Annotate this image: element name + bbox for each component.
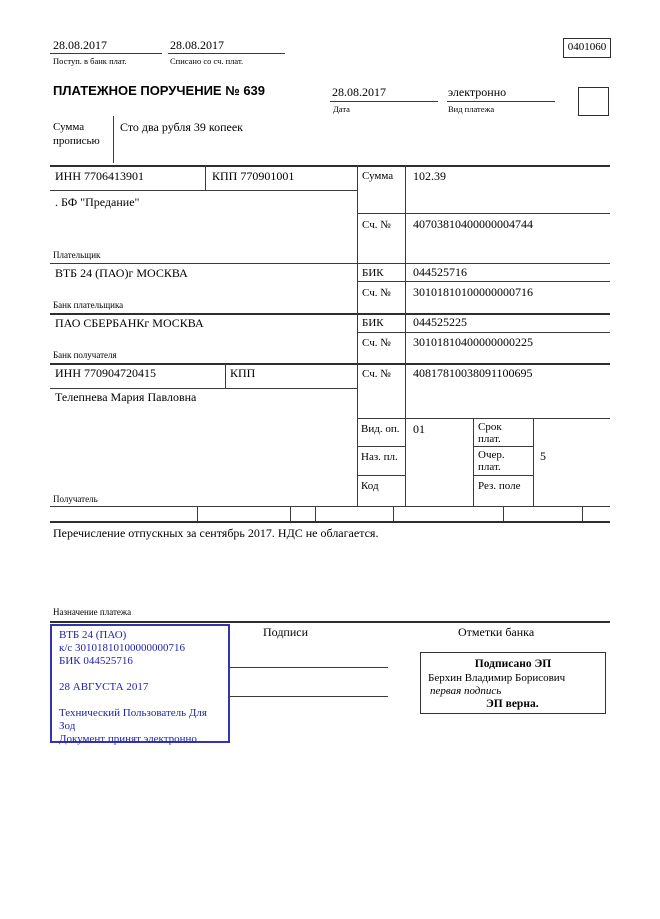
payment-kind-value: электронно xyxy=(448,85,507,99)
srok-plat-label-2: плат. xyxy=(478,433,501,445)
debited-date: 28.08.2017 xyxy=(170,38,224,52)
grid-line xyxy=(357,165,358,506)
stamp-line: Технический Пользователь Для xyxy=(59,707,207,719)
vid-op-label: Вид. оп. xyxy=(361,423,400,435)
grid-line xyxy=(50,521,610,523)
payer-bank-section-label: Банк плательщика xyxy=(53,300,124,310)
payee-account-label: Сч. № xyxy=(362,368,391,380)
amount-words-value: Сто два рубля 39 копеек xyxy=(120,120,243,134)
stamp-line xyxy=(59,668,228,681)
stamp-line: к/с 30101810100000000716 xyxy=(59,642,186,654)
payee-bank-name: ПАО СБЕРБАНКг МОСКВА xyxy=(55,316,204,330)
grid-line xyxy=(357,213,610,214)
form-code-box xyxy=(563,38,611,58)
naz-pl-label: Наз. пл. xyxy=(361,451,398,463)
form-code: 0401060 xyxy=(567,41,607,53)
grid-line xyxy=(197,506,198,521)
amount-words-label-2: прописью xyxy=(53,135,100,147)
payer-bank-bik: 044525716 xyxy=(413,265,467,279)
esign-stamp xyxy=(420,652,606,714)
grid-line xyxy=(533,418,534,506)
payer-inn: ИНН 7706413901 xyxy=(55,169,144,183)
grid-line xyxy=(50,165,610,167)
stamp-line: БИК 044525716 xyxy=(59,655,133,667)
vid-op-value: 01 xyxy=(413,422,425,436)
grid-line xyxy=(290,506,291,521)
grid-line xyxy=(447,101,555,102)
payee-account: 40817810038091100695 xyxy=(413,366,533,380)
grid-line xyxy=(205,165,206,190)
status-box xyxy=(578,87,609,116)
grid-line xyxy=(50,506,610,507)
payee-bank-section-label: Банк получателя xyxy=(53,350,117,360)
grid-line xyxy=(503,506,504,521)
document-date: 28.08.2017 xyxy=(332,85,386,99)
grid-line xyxy=(357,332,610,333)
stamp-line xyxy=(59,694,228,707)
payer-bank-name: ВТБ 24 (ПАО)г МОСКВА xyxy=(55,266,188,280)
signature-line xyxy=(228,667,388,668)
rez-pole-label: Рез. поле xyxy=(478,480,521,492)
grid-line xyxy=(225,363,226,388)
received-date-label: Поступ. в банк плат. xyxy=(53,56,127,66)
payer-section-label: Плательщик xyxy=(53,250,101,260)
grid-line xyxy=(50,363,610,365)
payee-kpp: КПП xyxy=(230,366,256,380)
payment-kind-label: Вид платежа xyxy=(448,104,495,114)
grid-line xyxy=(50,263,610,264)
grid-line xyxy=(357,418,610,419)
grid-line xyxy=(357,281,610,282)
bank-marks-label: Отметки банка xyxy=(458,625,535,639)
payee-bank-bik: 044525225 xyxy=(413,315,467,329)
stamp-line: Документ принят электронно xyxy=(59,733,197,745)
esign-note: первая подпись xyxy=(430,685,502,697)
grid-line xyxy=(50,53,162,54)
payer-account-label: Сч. № xyxy=(362,219,391,231)
payee-name: Телепнева Мария Павловна xyxy=(55,390,197,404)
grid-line xyxy=(393,506,394,521)
document-title: ПЛАТЕЖНОЕ ПОРУЧЕНИЕ № 639 xyxy=(53,83,266,98)
grid-line xyxy=(330,101,438,102)
grid-line xyxy=(357,475,405,476)
grid-line xyxy=(473,475,533,476)
grid-line xyxy=(473,446,533,447)
esign-name: Берхин Владимир Борисович xyxy=(428,672,566,684)
grid-line xyxy=(473,418,474,506)
grid-line xyxy=(582,506,583,521)
grid-line xyxy=(50,388,357,389)
esign-verified: ЭП верна. xyxy=(486,698,539,710)
payer-bank-account: 30101810100000000716 xyxy=(413,285,533,299)
payer-name: . БФ "Предание" xyxy=(55,195,140,209)
ocher-plat-label: Очер. xyxy=(478,449,505,461)
payee-inn: ИНН 770904720415 xyxy=(55,366,156,380)
payer-kpp: КПП 770901001 xyxy=(212,169,295,183)
received-date: 28.08.2017 xyxy=(53,38,107,52)
sum-label: Сумма xyxy=(362,170,394,182)
ocher-plat-value: 5 xyxy=(540,449,546,463)
kod-label: Код xyxy=(361,480,379,492)
grid-line xyxy=(315,506,316,521)
stamp-line: 28 АВГУСТА 2017 xyxy=(59,681,149,693)
stamp-line: ВТБ 24 (ПАО) xyxy=(59,629,127,641)
srok-plat-label: Срок xyxy=(478,421,502,433)
payee-bank-bik-label: БИК xyxy=(362,317,384,329)
payer-bank-account-label: Сч. № xyxy=(362,287,391,299)
bank-acceptance-stamp xyxy=(50,624,230,743)
stamp-line: Зод xyxy=(59,720,76,732)
signatures-label: Подписи xyxy=(263,625,309,639)
payer-bank-bik-label: БИК xyxy=(362,267,384,279)
payee-section-label: Получатель xyxy=(53,494,98,504)
grid-line xyxy=(168,53,285,54)
grid-line xyxy=(113,116,114,163)
date-label: Дата xyxy=(333,104,350,114)
amount-words-label: Сумма xyxy=(53,121,85,133)
debited-date-label: Списано со сч. плат. xyxy=(170,56,244,66)
payer-account: 40703810400000004744 xyxy=(413,217,533,231)
signature-line xyxy=(228,696,388,697)
esign-title: Подписано ЭП xyxy=(474,658,552,670)
grid-line xyxy=(50,313,610,315)
grid-line xyxy=(50,621,610,623)
purpose-text: Перечисление отпускных за сентябрь 2017. НДС не облагается. xyxy=(53,526,379,540)
sum-value: 102.39 xyxy=(413,169,446,183)
grid-line xyxy=(357,446,405,447)
grid-line xyxy=(50,190,357,191)
ocher-plat-label-2: плат. xyxy=(478,461,501,473)
payee-bank-account: 30101810400000000225 xyxy=(413,335,533,349)
purpose-label: Назначение платежа xyxy=(53,607,132,617)
payee-bank-account-label: Сч. № xyxy=(362,337,391,349)
grid-line xyxy=(405,165,406,506)
